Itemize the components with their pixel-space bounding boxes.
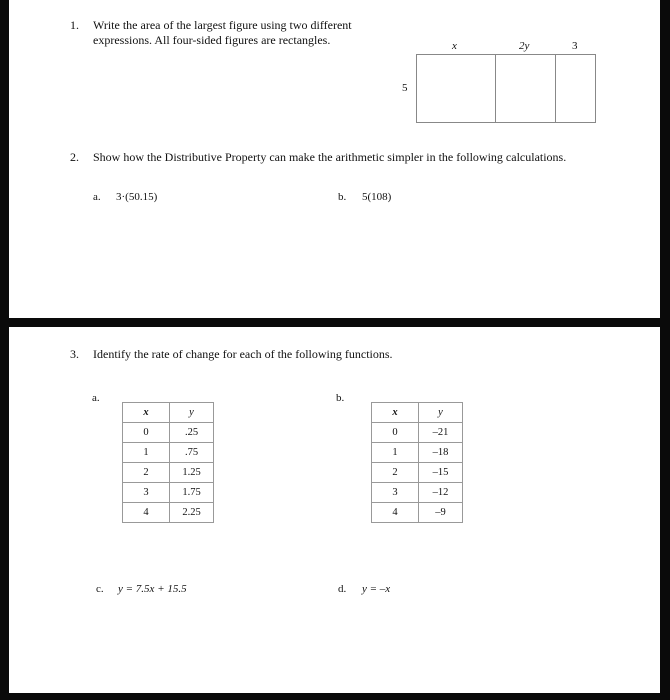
- cell-x: 3: [123, 483, 170, 503]
- header-x: x: [123, 403, 170, 423]
- table-row: [123, 443, 214, 463]
- divider-line: [495, 54, 496, 123]
- cell-x: 2: [123, 463, 170, 483]
- table-row: [123, 423, 214, 443]
- table-row: [372, 483, 463, 503]
- cell-y: 2.25: [170, 503, 214, 523]
- q1-number: 1.: [70, 18, 79, 32]
- table-row: [123, 463, 214, 483]
- table-row: [123, 483, 214, 503]
- q3-number: 3.: [70, 347, 79, 361]
- cell-y: –15: [419, 463, 463, 483]
- header-y: y: [170, 403, 214, 423]
- q3c-label: c.: [96, 583, 104, 595]
- cell-y: –12: [419, 483, 463, 503]
- q3d-equation: y = –x: [362, 583, 391, 595]
- q1-text-line2: expressions. All four-sided figures are rectangles.: [93, 33, 331, 47]
- label-3: 3: [572, 40, 578, 52]
- q2-number: 2.: [70, 150, 79, 164]
- cell-y: –9: [419, 503, 463, 523]
- cell-x: 3: [372, 483, 419, 503]
- header-y: y: [419, 403, 463, 423]
- table-header-row: [123, 403, 214, 423]
- q3-text: Identify the rate of change for each of the following functions.: [93, 347, 393, 361]
- table-row: [372, 503, 463, 523]
- cell-x: 4: [372, 503, 419, 523]
- q2b-label: b.: [338, 191, 347, 203]
- q2a-expression: 3·(50.15): [116, 191, 158, 203]
- header-x: x: [372, 403, 419, 423]
- label-2y: 2y: [519, 40, 530, 52]
- divider-line: [555, 54, 556, 123]
- q3c-equation: y = 7.5x + 15.5: [118, 583, 187, 595]
- cell-y: –21: [419, 423, 463, 443]
- table-header-row: [372, 403, 463, 423]
- cell-x: 0: [372, 423, 419, 443]
- table-row: [123, 503, 214, 523]
- cell-x: 4: [123, 503, 170, 523]
- label-x: x: [452, 40, 457, 52]
- cell-y: 1.75: [170, 483, 214, 503]
- cell-y: .75: [170, 443, 214, 463]
- q3d-label: d.: [338, 583, 347, 595]
- cell-x: 1: [372, 443, 419, 463]
- label-5: 5: [402, 82, 408, 94]
- table-row: [372, 443, 463, 463]
- cell-x: 2: [372, 463, 419, 483]
- q2a-label: a.: [93, 191, 101, 203]
- cell-x: 1: [123, 443, 170, 463]
- cell-y: 1.25: [170, 463, 214, 483]
- q1-text-line1: Write the area of the largest figure using two different: [93, 18, 352, 32]
- worksheet-page-bottom: [9, 327, 660, 693]
- outer-rectangle: [416, 54, 596, 123]
- cell-y: –18: [419, 443, 463, 463]
- table-a: [122, 402, 214, 523]
- q3b-label: b.: [336, 392, 345, 404]
- q2b-expression: 5(108): [362, 191, 392, 203]
- cell-x: 0: [123, 423, 170, 443]
- table-b: [371, 402, 463, 523]
- cell-y: .25: [170, 423, 214, 443]
- q3a-label: a.: [92, 392, 100, 404]
- q2-text: Show how the Distributive Property can make the arithmetic simpler in the following calculations.: [93, 150, 567, 164]
- table-row: [372, 423, 463, 443]
- table-row: [372, 463, 463, 483]
